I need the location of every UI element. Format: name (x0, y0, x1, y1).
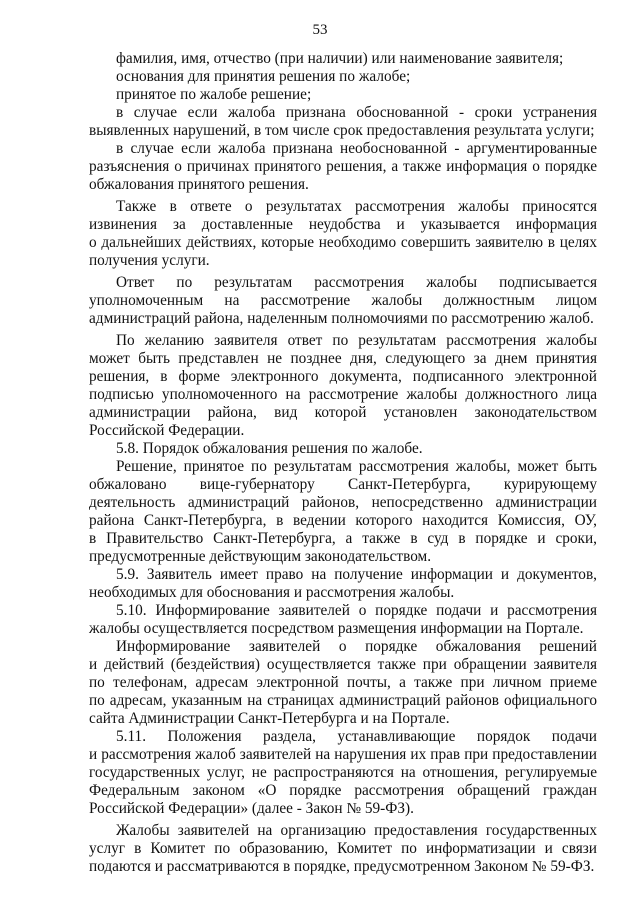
text-line: решения, в форме электронного документа, подписанного электронной (89, 368, 597, 385)
text-line: уполномоченным на рассмотрение жалобы должностным лицом (89, 292, 597, 309)
text-line: в Правительство Санкт-Петербурга, а также в суд в порядке и сроки, (89, 530, 597, 547)
text-line: может быть представлен не позднее дня, следующего за днем принятия (89, 350, 597, 367)
text-line: получения услуги. (89, 252, 210, 269)
text-line: Российской Федерации» (далее - Закон № 59-ФЗ). (89, 800, 414, 817)
text-line: Информирование заявителей о порядке обжалования решений (116, 638, 597, 655)
text-line: подписью уполномоченного на рассмотрение жалобы должностного лица (89, 386, 597, 403)
text-line: 5.8. Порядок обжалования решения по жалобе. (116, 440, 423, 457)
text-line: администрации района, вид которой установлен законодательством (89, 404, 597, 421)
text-line: принятое по жалобе решение; (116, 86, 312, 103)
text-line: Жалобы заявителей на организацию предоставления государственных (116, 822, 597, 839)
text-line: по адресам, указанным на страницах администраций районов официального (89, 692, 597, 709)
text-line: по телефонам, адресам электронной почты, а также при личном приеме (89, 674, 597, 691)
text-line: в случае если жалоба признана необоснованной - аргументированные (116, 140, 597, 157)
text-line: жалобы осуществляется посредством размещения информации на Портале. (89, 620, 584, 637)
text-line: обжалования принятого решения. (89, 176, 309, 193)
text-line: подаются и рассматриваются в порядке, предусмотренном Законом № 59-ФЗ. (89, 858, 595, 875)
text-line: выявленных нарушений, в том числе срок предоставления результата услуги; (89, 122, 595, 139)
text-line: деятельность администраций районов, непосредственно администрации (89, 494, 597, 511)
text-line: 5.10. Информирование заявителей о порядке подачи и рассмотрения (116, 602, 597, 619)
text-line: в случае если жалоба признана обоснованной - сроки устранения (116, 104, 597, 121)
text-line: Российской Федерации. (89, 422, 245, 439)
page-number: 53 (312, 22, 328, 38)
text-line: Ответ по результатам рассмотрения жалобы подписывается (116, 274, 597, 291)
text-line: обжаловано вице-губернатору Санкт-Петербурга, курирующему (89, 476, 597, 493)
text-line: сайта Администрации Санкт-Петербурга и на Портале. (89, 710, 450, 727)
document-body (89, 50, 597, 876)
text-line: Федеральным законом «О порядке рассмотрения обращений граждан (89, 782, 597, 799)
text-line: района Санкт-Петербурга, в ведении которого находится Комиссия, ОУ, (89, 512, 597, 529)
text-line: Также в ответе о результатах рассмотрения жалобы приносятся (116, 198, 597, 215)
text-line: о дальнейших действиях, которые необходимо совершить заявителю в целях (89, 234, 597, 251)
text-line: предусмотренные действующим законодательством. (89, 548, 432, 565)
text-line: и рассмотрения жалоб заявителей на нарушения их прав при предоставлении (89, 746, 597, 763)
text-line: услуг в Комитет по образованию, Комитет по информатизации и связи (89, 840, 597, 857)
text-line: разъяснения о причинах принятого решения, а также информация о порядке (89, 158, 597, 175)
text-line: фамилия, имя, отчество (при наличии) или наименование заявителя; (116, 50, 564, 67)
text-line: извинения за доставленные неудобства и указывается информация (89, 216, 597, 233)
text-line: государственных услуг, не распространяются на отношения, регулируемые (89, 764, 597, 781)
text-line: 5.9. Заявитель имеет право на получение информации и документов, (116, 566, 597, 583)
text-line: администраций района, наделенным полномочиями по рассмотрению жалоб. (89, 310, 594, 327)
text-line: По желанию заявителя ответ по результатам рассмотрения жалобы (116, 332, 597, 349)
text-line: и действий (бездействия) осуществляется также при обращении заявителя (89, 656, 597, 673)
text-line: Решение, принятое по результатам рассмотрения жалобы, может быть (116, 458, 597, 475)
text-line: 5.11. Положения раздела, устанавливающие порядок подачи (116, 728, 597, 745)
text-line: необходимых для обоснования и рассмотрения жалобы. (89, 584, 455, 601)
text-line: основания для принятия решения по жалобе; (116, 68, 411, 85)
